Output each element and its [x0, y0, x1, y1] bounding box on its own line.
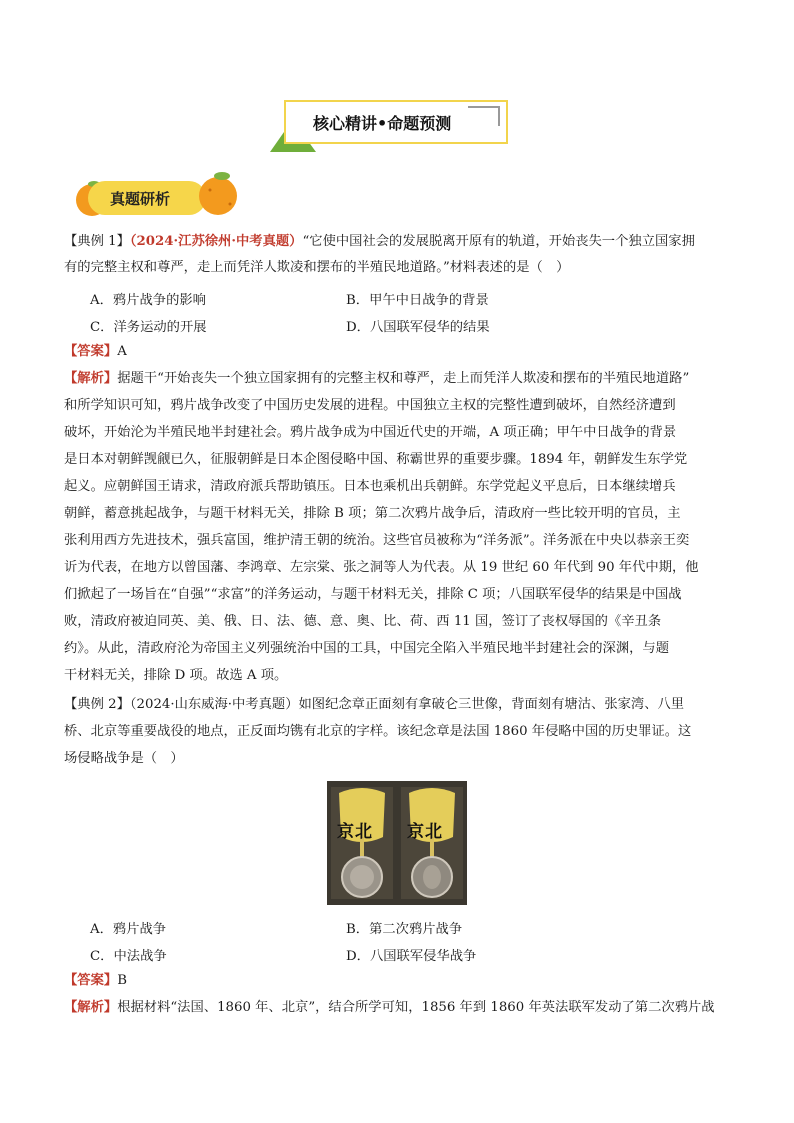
q2-analysis-text: 根据材料“法国、1860 年、北京”，结合所学可知，1856 年到 1860 年英法联军发动了第二次鸦片战	[117, 1000, 715, 1015]
medal-text-right: 京北	[407, 822, 443, 842]
q2-option-a: A．鸦片战争	[90, 922, 167, 937]
q1-source: （2024·江苏徐州·中考真题）	[129, 234, 303, 249]
q1-answer: A	[117, 344, 127, 359]
q1-analysis-line9: 们掀起了一场旨在“自强”“求富”的洋务运动，与题干材料无关，排除 C 项；八国联军侵华的结果是中国战	[64, 587, 682, 602]
q1-answer-label: 【答案】	[64, 344, 118, 359]
q2-source: （2024·山东威海·中考真题）	[129, 697, 299, 712]
title-deco	[468, 106, 498, 108]
q1-analysis-line2: 和所学知识可知，鸦片战争改变了中国历史发展的进程。中国独立主权的完整性遭到破坏，自然经济遭到	[64, 398, 676, 413]
q2-answer-line	[64, 971, 127, 991]
q1-option-d: D．八国联军侵华的结果	[346, 320, 490, 335]
q2-analysis-label: 【解析】	[64, 1000, 118, 1015]
q1-option-a: A．鸦片战争的影响	[90, 293, 206, 308]
q1-analysis-line8: 䜣为代表，在地方以曾国藩、李鸿章、左宗棠、张之洞等人为代表。从 19 世纪 60 年代到 90 年代中期，他	[64, 560, 699, 575]
title-deco-vert	[498, 106, 500, 126]
q1-analysis-line3: 破坏，开始沦为半殖民地半封建社会。鸦片战争成为中国近代史的开端，A 项正确；甲午中日战争的背景	[64, 425, 677, 440]
q1-analysis-line6: 朝鲜，蓄意挑起战争，与题干材料无关，排除 B 项；第二次鸦片战争后，清政府一些比较开明的官员，主	[64, 506, 681, 521]
q1-analysis-line10: 败，清政府被迫同英、美、俄、日、法、德、意、奥、比、荷、西 11 国，签订了丧权辱国的《辛丑条	[64, 614, 662, 629]
q1-analysis-line11: 约》。从此，清政府沦为帝国主义列强统治中国的工具，中国完全陷入半殖民地半封建社会的深渊，与题	[64, 641, 670, 656]
q1-analysis-line1	[64, 369, 689, 389]
medal-text-left: 京北	[337, 822, 373, 842]
q2-stem-line1	[64, 695, 684, 715]
q2-answer: B	[117, 973, 127, 988]
q1-analysis-label: 【解析】	[64, 371, 118, 386]
orange-icon-right	[196, 166, 242, 218]
q1-analysis-line5: 起义。应朝鲜国王请求，清政府派兵帮助镇压。日本也乘机出兵朝鲜。东学党起义平息后，日本继续增兵	[64, 479, 676, 494]
q2-stem-text: 如图纪念章正面刻有拿破仑三世像，背面刻有塘沽、张家湾、八里	[298, 697, 685, 712]
q1-analysis-line7: 张利用西方先进技术，强兵富国，维护清王朝的统治。这些官员被称为“洋务派”。洋务派在中央以恭亲王奕	[64, 533, 690, 548]
q1-stem-text: “它使中国社会的发展脱离开原有的轨道，开始丧失一个独立国家拥	[302, 234, 695, 249]
q1-analysis-line12: 干材料无关，排除 D 项。故选 A 项。	[64, 668, 288, 683]
q1-analysis-text: 据题干“开始丧失一个独立国家拥有的完整主权和尊严，走上而凭洋人欺凌和摆布的半殖民地道路”	[117, 371, 690, 386]
section-title: 真题研析	[110, 190, 171, 208]
q1-tag: 【典例 1】	[64, 234, 130, 249]
q2-option-d: D．八国联军侵华战争	[346, 949, 477, 964]
q2-option-b: B．第二次鸦片战争	[346, 922, 463, 937]
q2-analysis-line1	[64, 998, 715, 1018]
q1-stem-line2: 有的完整主权和尊严，走上而凭洋人欺凌和摆布的半殖民地道路。”材料表述的是（ ）	[64, 260, 570, 275]
page-title: 核心精讲•命题预测	[313, 114, 452, 133]
q2-answer-label: 【答案】	[64, 973, 118, 988]
q1-analysis-line4: 是日本对朝鲜觊觎已久，征服朝鲜是日本企图侵略中国、称霸世界的重要步骤。1894 年，朝鲜发生东学党	[64, 452, 688, 467]
medal-image	[327, 781, 467, 905]
q1-option-c: C．洋务运动的开展	[90, 320, 207, 335]
q1-answer-line	[64, 342, 127, 362]
medal-photo	[327, 781, 467, 905]
q2-stem-line2: 桥、北京等重要战役的地点，正反面均镌有北京的字样。该纪念章是法国 1860 年侵略中国的历史罪证。这	[64, 724, 692, 739]
q2-stem-line3: 场侵略战争是（ ）	[64, 751, 184, 766]
q2-tag: 【典例 2】	[64, 697, 130, 712]
q2-option-c: C．中法战争	[90, 949, 167, 964]
q1-option-b: B．甲午中日战争的背景	[346, 293, 489, 308]
q1-stem-line1	[64, 232, 695, 252]
